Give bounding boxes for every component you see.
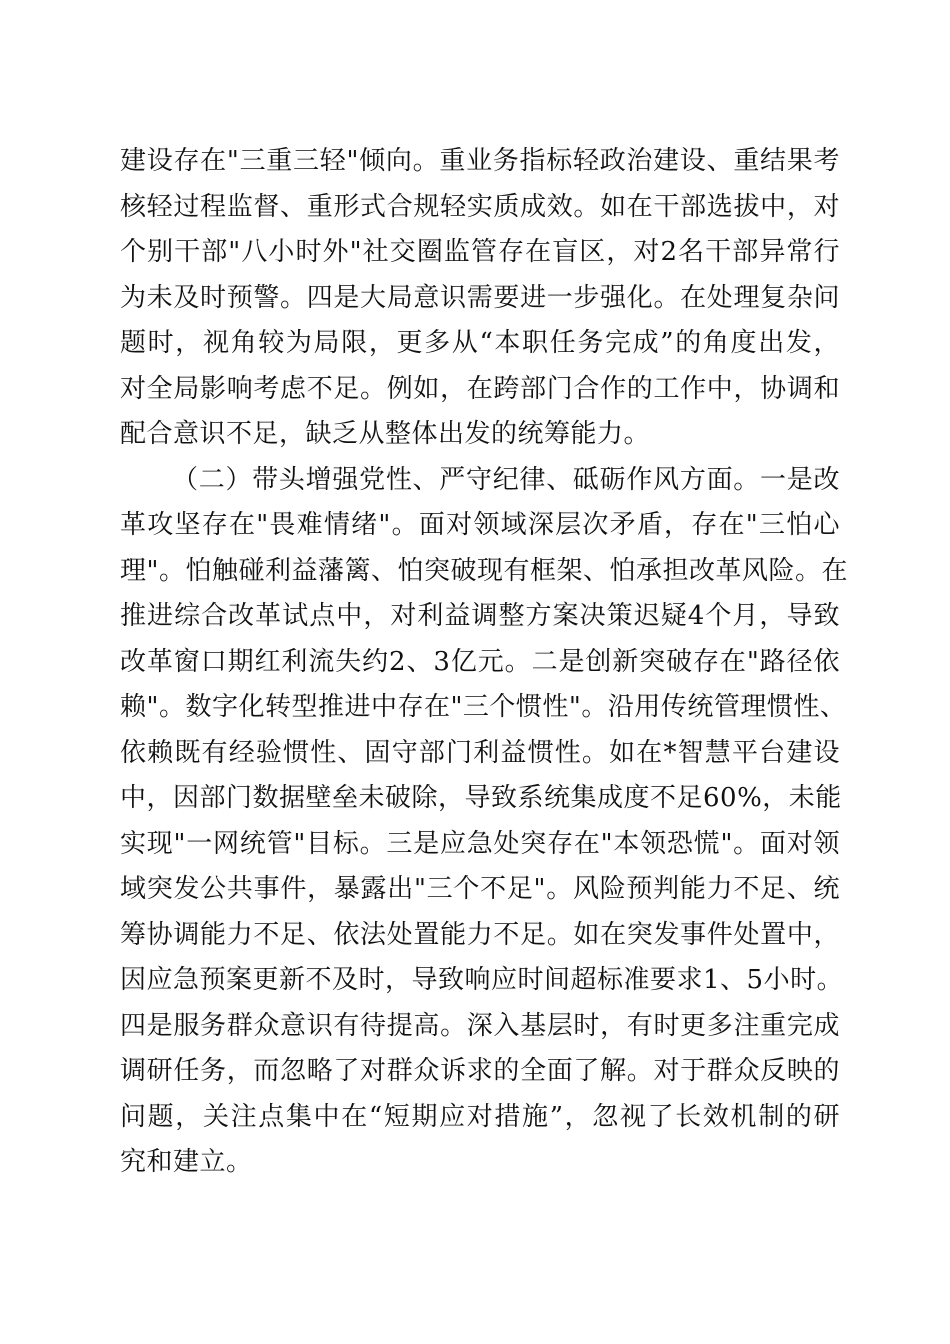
text-line: 改革窗口期红利流失约2、3亿元。二是创新突破存在"路径依 <box>120 646 840 677</box>
text-line: 调研任务，而忽略了对群众诉求的全面了解。对于群众反映的 <box>120 1056 840 1086</box>
text-line: 理"。怕触碰利益藩篱、怕突破现有框架、怕承担改革风险。在 <box>120 555 848 586</box>
text-line: 配合意识不足，缺乏从整体出发的统筹能力。 <box>120 419 651 449</box>
body-text <box>120 139 848 1186</box>
text-line: 因应急预案更新不及时，导致响应时间超标准要求1、5小时。 <box>120 965 844 995</box>
paragraph-1 <box>120 139 840 458</box>
text-line: 依赖既有经验惯性、固守部门利益惯性。如在*智慧平台建设 <box>120 737 840 768</box>
text-line: 革攻坚存在"畏难情绪"。面对领域深层次矛盾，存在"三怕心 <box>120 510 840 540</box>
text-line: 建设存在"三重三轻"倾向。重业务指标轻政治建设、重结果考 <box>120 146 840 176</box>
text-line: 域突发公共事件，暴露出"三个不足"。风险预判能力不足、统 <box>120 874 840 904</box>
text-line: 中，因部门数据壁垒未破除，导致系统集成度不足60%，未能 <box>120 783 842 813</box>
text-line: 为未及时预警。四是大局意识需要进一步强化。在处理复杂问 <box>120 282 840 313</box>
text-line: 推进综合改革试点中，对利益调整方案决策迟疑4个月，导致 <box>120 601 840 631</box>
text-line: 筹协调能力不足、依法处置能力不足。如在突发事件处置中， <box>120 919 840 950</box>
text-line: 题时，视角较为局限，更多从“本职任务完成”的角度出发， <box>120 328 840 358</box>
text-line: 对全局影响考虑不足。例如，在跨部门合作的工作中，协调和 <box>120 373 840 404</box>
paragraph-2 <box>120 458 848 1186</box>
text-line: 实现"一网统管"目标。三是应急处突存在"本领恐慌"。面对领 <box>120 828 840 859</box>
text-line: 核轻过程监督、重形式合规轻实质成效。如在干部选拔中，对 <box>120 191 840 222</box>
text-line: 究和建立。 <box>120 1147 253 1177</box>
text-line: 问题，关注点集中在“短期应对措施”，忽视了长效机制的研 <box>120 1101 840 1132</box>
text-line: 四是服务群众意识有待提高。深入基层时，有时更多注重完成 <box>120 1010 840 1041</box>
text-line: 赖"。数字化转型推进中存在"三个惯性"。沿用传统管理惯性、 <box>120 692 847 722</box>
section-heading-line: （二）带头增强党性、严守纪律、砥砺作风方面。一是改 <box>172 464 840 495</box>
text-line: 个别干部"八小时外"社交圈监管存在盲区，对2名干部异常行 <box>120 237 840 267</box>
